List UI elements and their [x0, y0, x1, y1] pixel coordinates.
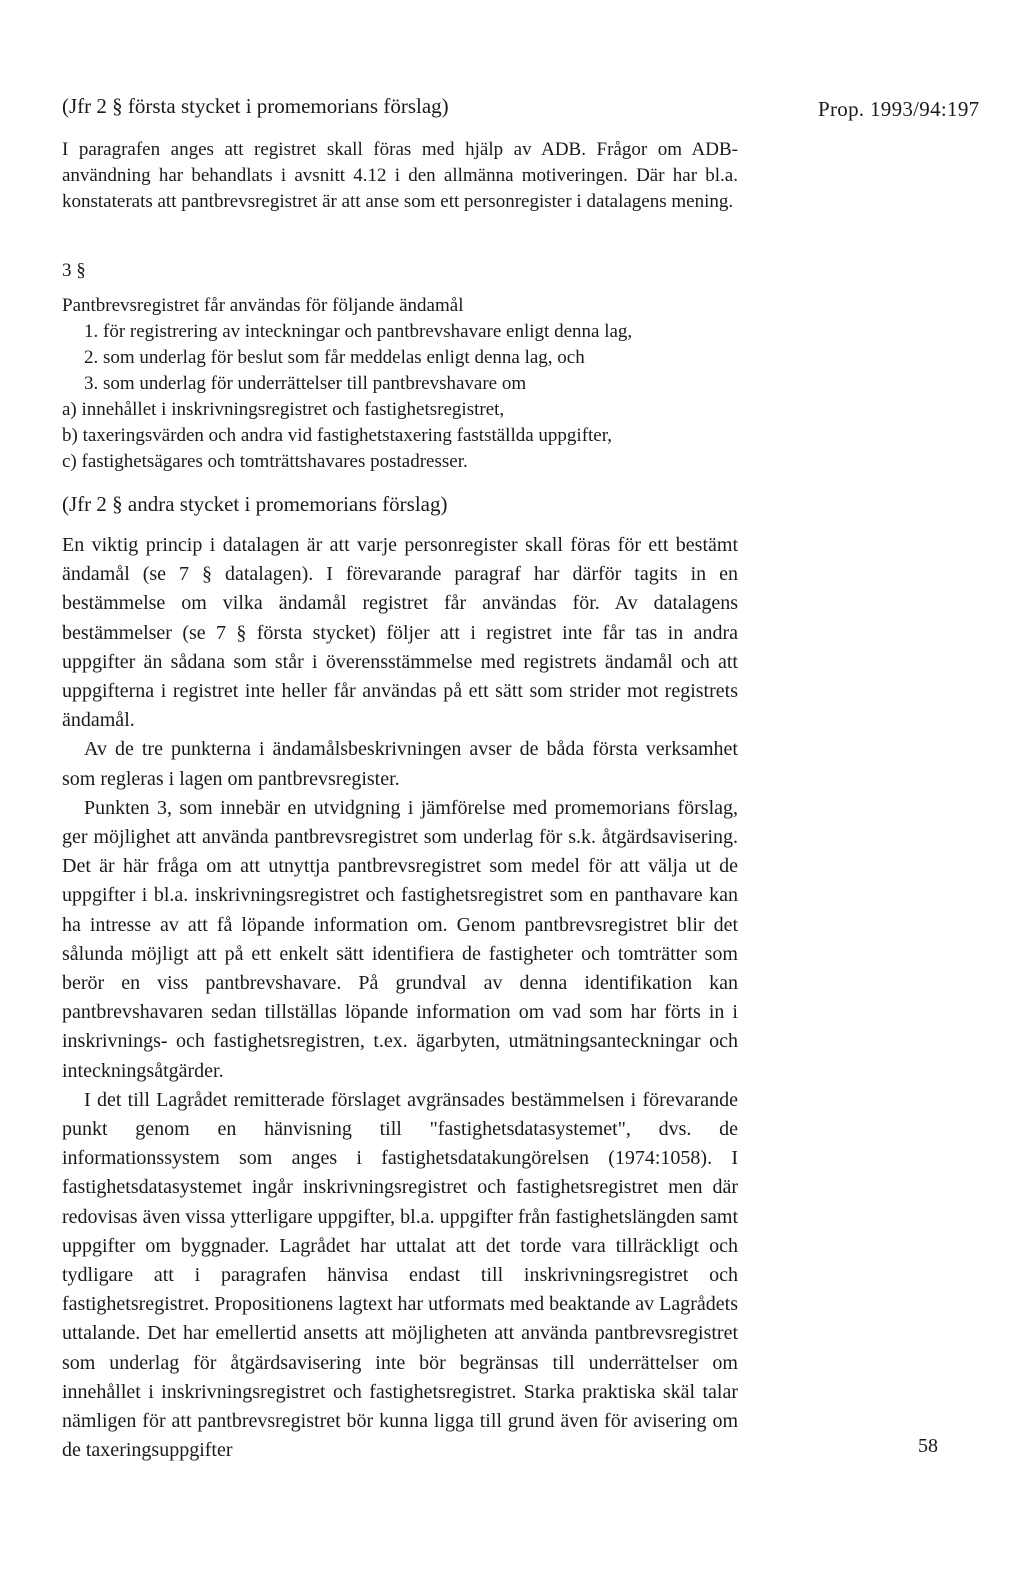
body-paragraph: Punkten 3, som innebär en utvidgning i jämförelse med promemorians förslag, ger möjlighet att använda pantbrevsregistret som underlag för s.k. åtgärdsavisering. Det är här fråga om att utnyttja pantbrevsregistret som medel för att välja ut de uppgifter i bl.a. inskrivningsregistret och fastighetsregistret som en panthavare kan ha intresse av att få löpande information om. Genom pantbrevsregistret blir det sålunda möjligt att på ett enkelt sätt identifiera de fastigheter och tomträtter som berör en viss pantbrevshavare. På grundval av denna identifikation kan pantbrevshavaren sedan tillställas löpande information om vad som har förts in i inskrivnings- och fastighetsregistren, t.ex. ägarbyten, utmätningsanteckningar och inteckningsåtgärder.	[62, 796, 738, 1082]
section-heading: 3 §	[62, 260, 86, 281]
intro-paragraph	[62, 137, 738, 215]
page-number: 58	[918, 1435, 938, 1457]
proposition-number: Prop. 1993/94:197	[818, 97, 980, 121]
paragraph-adb: I paragrafen anges att registret skall föras med hjälp av ADB. Frågor om ADB-användning har behandlats i avsnitt 4.12 i den allmänna motiveringen. Där har bl.a. konstaterats att pantbrevsregistret är att anse som ett personregister i datalagens mening.	[62, 139, 738, 212]
body-paragraph: En viktig princip i datalagen är att varje personregister skall föras för ett bestämt ändamål (se 7 § datalagen). I förevarande paragraf har därför tagits in en bestämmelse om vilka ändamål registret får användas för. Av datalagens bestämmelser (se 7 § första stycket) följer att i registret inte får tas in andra uppgifter än sådana som står i överensstämmelse med registrets ändamål och att uppgifterna i registret inte heller får användas på ett sätt som strider mot registrets ändamål.	[62, 534, 738, 732]
list-intro: Pantbrevsregistret får användas för följande ändamål	[62, 295, 464, 316]
reference-2: (Jfr 2 § andra stycket i promemorians förslag)	[62, 492, 448, 516]
main-text	[62, 531, 738, 1466]
body-paragraph: Av de tre punkterna i ändamålsbeskrivningen avser de båda första verksamhet som regleras i lagen om pantbrevsregister.	[62, 738, 738, 790]
list-item: b) taxeringsvärden och andra vid fastighetstaxering fastställda uppgifter,	[62, 425, 613, 446]
purpose-list	[62, 293, 738, 475]
body-paragraph: I det till Lagrådet remitterade förslaget avgränsades bestämmelsen i förevarande punkt genom en hänvisning till "fastighetsdatasystemet", dvs. de informationssystem som anges i fastighetsdatakungörelsen (1974:1058). I fastighetsdatasystemet ingår inskrivningsregistret och fastighetsregistret men där redovisas även vissa ytterligare uppgifter, bl.a. uppgifter från fastighetslängden samt uppgifter om byggnader. Lagrådet har uttalat att det torde vara tillräckligt och tydligare att i paragrafen hänvisa endast till inskrivningsregistret och fastighetsregistret. Propositionens lagtext har utformats med beaktande av Lagrådets uttalande. Det har emellertid ansetts att möjligheten att använda pantbrevsregistret som underlag för åtgärdsavisering inte bör begränsas till underrättelser om innehållet i inskrivningsregistret och fastighetsregistret. Starka praktiska skäl talar nämligen för att pantbrevsregistret bör kunna ligga till grund även för avisering om de taxeringsuppgifter	[62, 1088, 738, 1462]
list-item: 3. som underlag för underrättelser till pantbrevshavare om	[84, 373, 527, 394]
header-reference: (Jfr 2 § första stycket i promemorians förslag)	[62, 94, 449, 118]
list-item: 1. för registrering av inteckningar och pantbrevshavare enligt denna lag,	[84, 321, 633, 342]
list-item: a) innehållet i inskrivningsregistret och fastighetsregistret,	[62, 399, 505, 420]
list-item: 2. som underlag för beslut som får meddelas enligt denna lag, och	[84, 347, 585, 368]
list-item: c) fastighetsägares och tomträttshavares postadresser.	[62, 451, 468, 472]
